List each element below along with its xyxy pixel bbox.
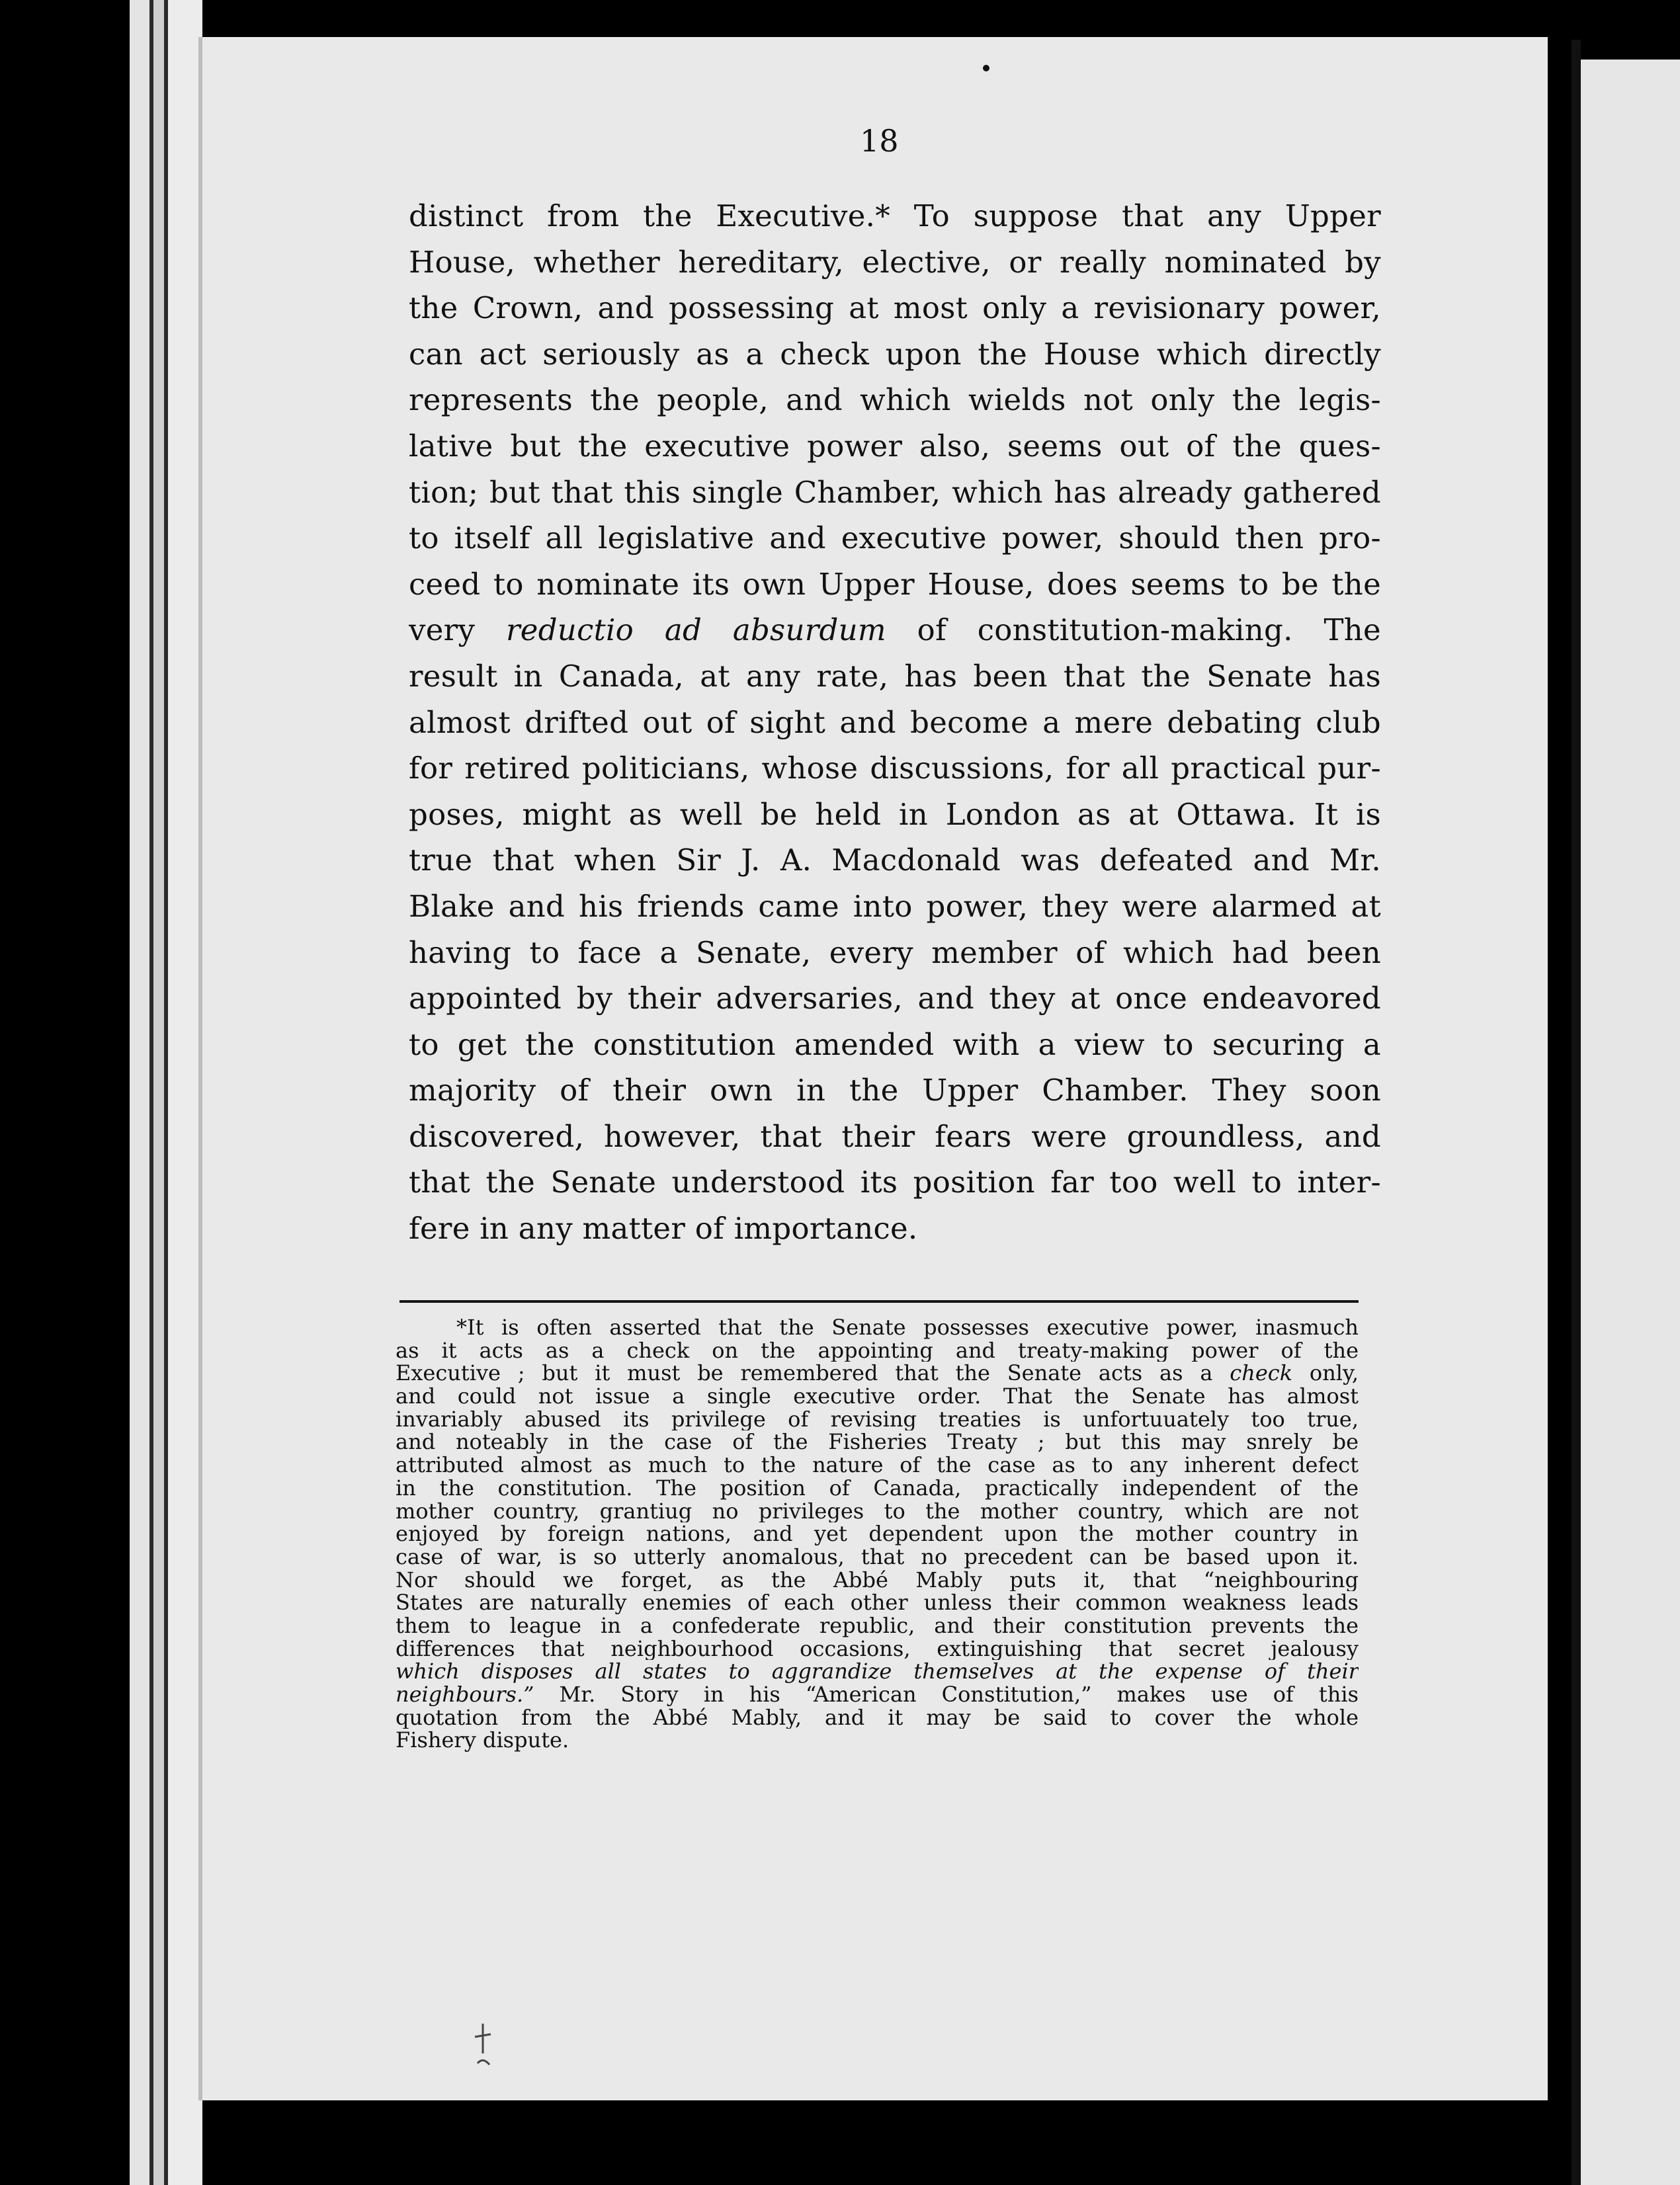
footnote-line: mother country, grantiug no privileges to the mother country, which are not: [396, 1499, 1359, 1523]
body-text-segment: very: [409, 612, 476, 648]
footnote-line: case of war, is so utterly anomalous, that no precedent can be based upon it.: [396, 1545, 1359, 1569]
footnote-line: them to league in a confederate republic, and their constitution prevents the: [396, 1614, 1359, 1637]
body-line: that the Senate understood its position far too well to inter-: [409, 1165, 1381, 1200]
footnote-line: and noteably in the case of the Fisheries Treaty ; but this may snrely be: [396, 1430, 1359, 1454]
body-text-segment: of constitution-making. The: [917, 612, 1381, 648]
footnote-line: States are naturally enemies of each other unless their common weakness leads: [396, 1591, 1359, 1614]
body-line: Blake and his friends came into power, they were alarmed at: [409, 888, 1381, 924]
footnote-segment: only,: [1309, 1362, 1359, 1385]
footnote-line: and could not issue a single executive order. That the Senate has almost: [396, 1385, 1359, 1408]
page-edge-left-3: [168, 0, 202, 2185]
footnote-segment: Executive ; but it must be remembered that the Senate acts as a: [396, 1362, 1213, 1385]
footnote-line: invariably abused its privilege of revising treaties is unfortuuately too true,: [396, 1407, 1359, 1431]
ink-speck: [983, 65, 989, 71]
page-edge-left-2: [153, 0, 164, 2185]
page-gutter-right: [1572, 40, 1581, 2185]
body-line: for retired politicians, whose discussions, for all practical pur-: [409, 751, 1381, 786]
body-line: majority of their own in the Upper Chamber. They soon: [409, 1073, 1381, 1108]
body-line: can act seriously as a check upon the House which directly: [409, 336, 1381, 372]
italic-phrase: reductio ad absurdum: [505, 612, 886, 648]
footnote-line: quotation from the Abbé Mably, and it may be said to cover the whole: [396, 1706, 1359, 1729]
body-line: fere in any matter of importance.: [409, 1211, 918, 1247]
footnote-line: *It is often asserted that the Senate possesses executive power, inasmuch: [456, 1316, 1359, 1339]
footnote-line: Nor should we forget, as the Abbé Mably puts it, that “neighbouring: [396, 1568, 1359, 1592]
footnote-line: in the constitution. The position of Canada, practically independent of the: [396, 1476, 1359, 1500]
footnote-line-with-italic: [396, 1362, 1359, 1385]
page-number: 18: [860, 123, 899, 159]
body-line: the Crown, and possessing at most only a revisionary power,: [409, 290, 1381, 326]
page-edge-left-1: [130, 0, 149, 2185]
body-line: represents the people, and which wields not only the legis-: [409, 382, 1381, 418]
body-line: distinct from the Executive.* To suppose that any Upper: [409, 198, 1381, 233]
body-line: appointed by their adversaries, and they at once endeavored: [409, 981, 1381, 1016]
body-line: lative but the executive power also, seems out of the ques-: [409, 428, 1381, 464]
body-line-with-italic: [409, 607, 1381, 653]
footnote: [396, 1316, 1359, 1752]
footnote-line: Fishery dispute.: [396, 1729, 569, 1752]
italic-word: check: [1230, 1362, 1293, 1385]
footnote-line: as it acts as a check on the appointing and treaty-making power of the: [396, 1339, 1359, 1362]
footnote-rule: [399, 1300, 1359, 1303]
footnote-line: attributed almost as much to the nature of the case as to any inherent defect: [396, 1454, 1359, 1477]
body-line: to get the constitution amended with a view to securing a: [409, 1026, 1381, 1062]
body-line: ceed to nominate its own Upper House, does seems to be the: [409, 566, 1381, 602]
body-line: discovered, however, that their fears were groundless, and: [409, 1118, 1381, 1154]
body-line: tion; but that this single Chamber, which has already gathered: [409, 474, 1381, 510]
footnote-line-italic: which disposes all states to aggrandize themselves at the expense of their: [396, 1660, 1359, 1683]
body-line: to itself all legislative and executive power, should then pro-: [409, 520, 1381, 556]
italic-word: neighbours.”: [396, 1683, 534, 1706]
body-line: poses, might as well be held in London as at Ottawa. It is: [409, 796, 1381, 832]
neighbouring-page: [1581, 60, 1680, 2185]
body-line: House, whether hereditary, elective, or really nominated by: [409, 244, 1381, 280]
footnote-line-with-italic: [396, 1683, 1359, 1706]
footnote-segment: Mr. Story in his “American Constitution,” makes use of this: [559, 1683, 1359, 1706]
footnote-line: differences that neighbourhood occasions, extinguishing that secret jealousy: [396, 1637, 1359, 1661]
body-line: almost drifted out of sight and become a mere debating club: [409, 704, 1381, 740]
body-text: [409, 193, 1381, 1252]
body-line: result in Canada, at any rate, has been that the Senate has: [409, 658, 1381, 694]
body-line: having to face a Senate, every member of which had been: [409, 934, 1381, 970]
ink-mark: [463, 2017, 503, 2070]
footnote-line: enjoyed by foreign nations, and yet dependent upon the mother country in: [396, 1522, 1359, 1546]
body-line: true that when Sir J. A. Macdonald was defeated and Mr.: [409, 843, 1381, 878]
